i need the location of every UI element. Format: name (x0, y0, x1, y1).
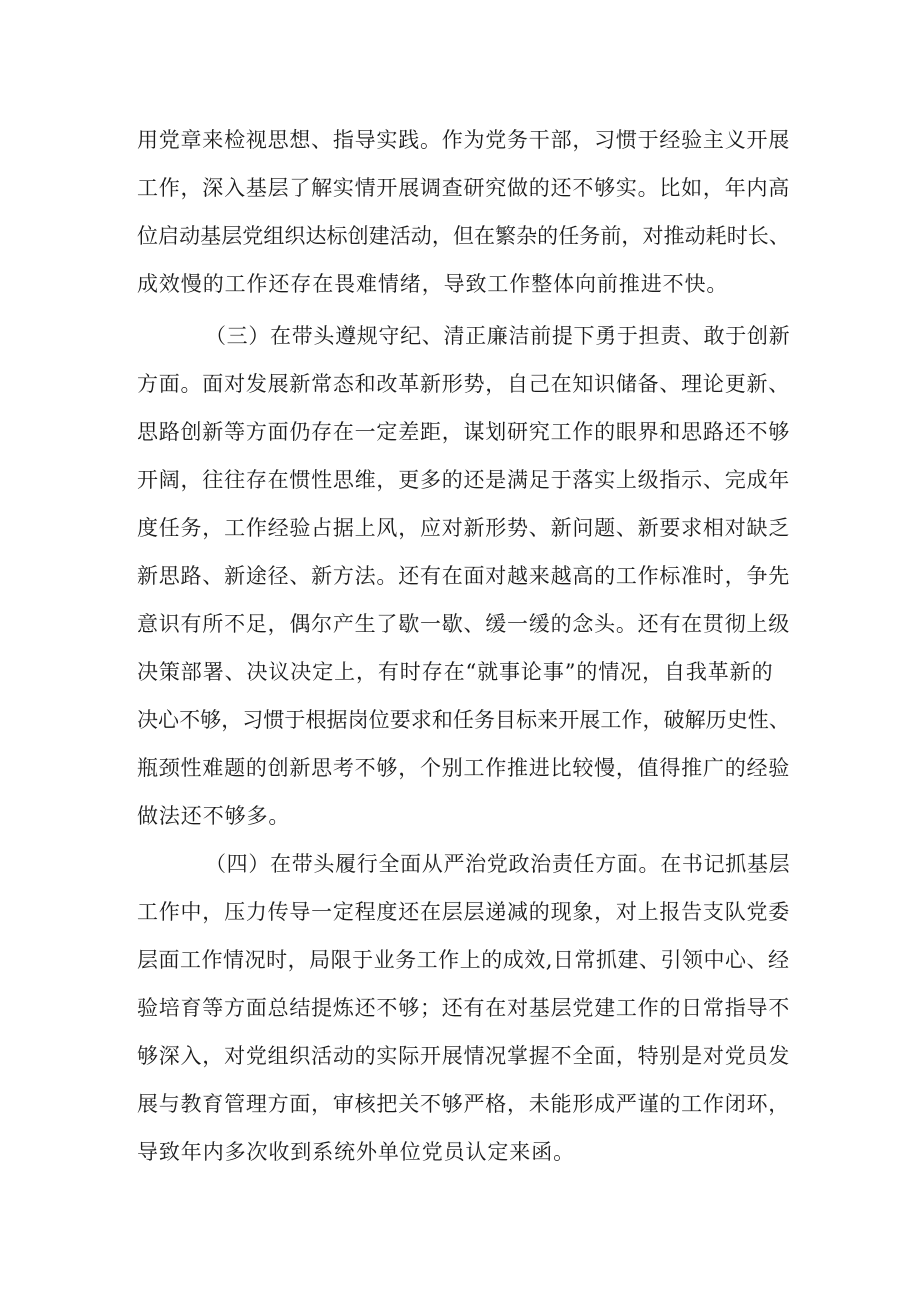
paragraph-2-line-2: 方面。面对发展新常态和改革新形势，自己在知识储备、理论更新、 (137, 372, 790, 396)
paragraph-3-line-1: （四）在带头履行全面从严治党政治责任方面。在书记抓基层 (205, 852, 791, 876)
paragraph-2-line-11: 做法还不够多。 (137, 804, 291, 828)
paragraph-3-line-3: 层面工作情况时，局限于业务工作上的成效,日常抓建、引领中心、经 (137, 948, 790, 972)
paragraph-2-line-5: 度任务，工作经验占据上风，应对新形势、新问题、新要求相对缺乏 (137, 516, 790, 540)
paragraph-2-line-4: 开阔，往往存在惯性思维，更多的还是满足于落实上级指示、完成年 (137, 468, 790, 492)
paragraph-3-line-2: 工作中，压力传导一定程度还在层层递减的现象，对上报告支队党委 (137, 900, 790, 924)
paragraph-1-line-4: 成效慢的工作还存在畏难情绪，导致工作整体向前推进不快。 (137, 272, 729, 296)
paragraph-3-line-4: 验培育等方面总结提炼还不够；还有在对基层党建工作的日常指导不 (137, 996, 790, 1020)
paragraph-2-line-1: （三）在带头遵规守纪、清正廉洁前提下勇于担责、敢于创新 (205, 324, 791, 348)
paragraph-2-line-6: 新思路、新途径、新方法。还有在面对越来越高的工作标准时，争先 (137, 564, 790, 588)
paragraph-2-line-8: 决策部署、决议决定上，有时存在“就事论事”的情况，自我革新的 (137, 660, 774, 684)
paragraph-2-line-3: 思路创新等方面仍存在一定差距，谋划研究工作的眼界和思路还不够 (137, 420, 790, 444)
paragraph-2-line-9: 决心不够，习惯于根据岗位要求和任务目标来开展工作，破解历史性、 (137, 708, 790, 732)
paragraph-3-line-6: 展与教育管理方面，审核把关不够严格，未能形成严谨的工作闭环， (137, 1092, 790, 1116)
paragraph-1-line-1: 用党章来检视思想、指导实践。作为党务干部，习惯于经验主义开展 (137, 128, 790, 152)
paragraph-2-line-7: 意识有所不足，偶尔产生了歇一歇、缓一缓的念头。还有在贯彻上级 (137, 612, 790, 636)
paragraph-2-line-10: 瓶颈性难题的创新思考不够，个别工作推进比较慢，值得推广的经验 (137, 756, 790, 780)
paragraph-3-line-5: 够深入，对党组织活动的实际开展情况掌握不全面，特别是对党员发 (137, 1044, 790, 1068)
paragraph-1-line-2: 工作，深入基层了解实情开展调查研究做的还不够实。比如，年内高 (137, 176, 790, 200)
paragraph-1-line-3: 位启动基层党组织达标创建活动，但在繁杂的任务前，对推动耗时长、 (137, 224, 790, 248)
paragraph-3-line-7: 导致年内多次收到系统外单位党员认定来函。 (137, 1140, 575, 1164)
